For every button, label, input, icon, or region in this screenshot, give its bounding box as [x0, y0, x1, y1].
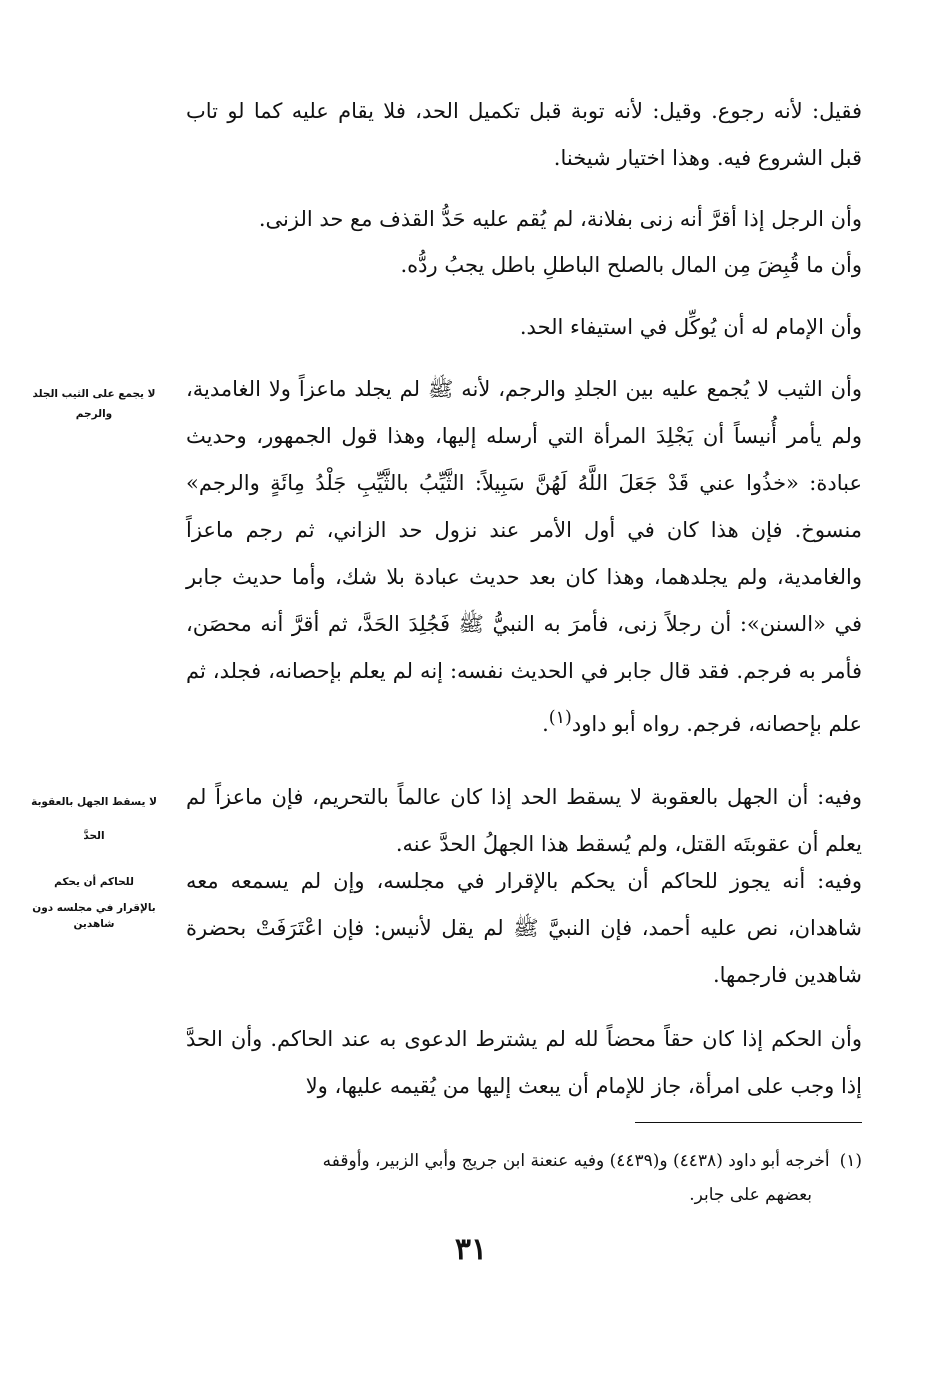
footnote-number: (١) [839, 1151, 862, 1171]
side-note-2-line2: الحدَّ [83, 830, 105, 842]
paragraph-5-end: . [542, 712, 549, 736]
footnote [186, 1144, 862, 1212]
footnote-separator [635, 1122, 862, 1123]
side-note-2 [18, 792, 170, 846]
paragraph-5 [186, 366, 862, 748]
side-note-1-line1: لا يجمع على الثيب الجلد [32, 388, 156, 400]
footnote-text-2: بعضهم على جابر. [689, 1185, 812, 1205]
side-note-1-line2: والرجم [75, 408, 113, 420]
paragraph-6: وفيه: أن الجهل بالعقوبة لا يسقط الحد إذا كان عالماً بالتحريم، فإن ماعزاً لم يعلم أن عقوبتَه القتل، ولم يُسقط هذا الجهلُ الحدَّ عنه. [186, 785, 862, 856]
paragraph-8: وأن الحكم إذا كان حقاً محضاً لله لم يشترط الدعوى به عند الحاكم. وأن الحدَّ إذا وجب على امرأة، جاز للإمام أن يبعث إليها من يُقيمه عليها، ولا [186, 1027, 862, 1098]
paragraph-5-text: وأن الثيب لا يُجمع عليه بين الجلدِ والرجم، لأنه ﷺ لم يجلد ماعزاً ولا الغامدية، ولم يأمر أُنيساً أن يَجْلِدَ المرأة التي أرسله إليها، وهذا قول الجمهور، وحديث عبادة: «خذُوا عني قَدْ جَعَلَ اللَّهُ لَهُنَّ سَبِيلاً: الثَّيِّبُ بالثَّيِّبِ جَلْدُ مِائَةٍ والرجم» منسوخ. فإن هذا كان في أول الأمر عند نزول حد الزاني، ثم رجم ماعزاً والغامدية، ولم يجلدهما، وهذا كان بعد حديث عبادة بلا شك، وأما حديث جابر في «السنن»: أن رجلاً زنى، فأمرَ به النبيُّ ﷺ فَجُلِدَ الحَدَّ، ثم أقرَّ أنه محصَن، فأمر به فرجم. فقد قال جابر في الحديث نفسه: إنه لم يعلم بإحصانه، فجلد، ثم علم بإحصانه، فرجم. رواه أبو داود [186, 377, 862, 736]
page-number: ٣١ [454, 1232, 488, 1267]
side-note-3-line1: للحاكم أن يحكم [54, 876, 134, 888]
paragraph-7: وفيه: أنه يجوز للحاكم أن يحكم بالإقرار في مجلسه، وإن لم يسمعه معه شاهدان، نص عليه أحمد، فإن النبيَّ ﷺ لم يقل لأنيس: فإن اعْتَرَفَتْ بحضرة شاهدين فارجمها. [186, 869, 862, 987]
paragraph-3: وأن ما قُبِضَ مِن المال بالصلح الباطلِ باطل يجبُ ردُّه. [400, 253, 862, 277]
side-note-2-line1: لا يسقط الجهل بالعقوبة [31, 796, 157, 808]
paragraph-2: وأن الرجل إذا أقرَّ أنه زنى بفلانة، لم يُقم عليه حَدُّ القذف مع حد الزنى. [258, 207, 862, 231]
footnote-text: أخرجه أبو داود (٤٤٣٨) و(٤٤٣٩) وفيه عنعنة ابن جريج وأبي الزبير، وأوقفه [322, 1151, 830, 1171]
paragraph-4: وأن الإمام له أن يُوكِّل في استيفاء الحد. [519, 315, 862, 339]
side-note-3-line2: بالإقرار في مجلسه دون شاهدين [32, 902, 156, 930]
side-note-3 [18, 872, 170, 932]
paragraph-1: فقيل: لأنه رجوع. وقيل: لأنه توبة قبل تكميل الحد، فلا يقام عليه كما لو تاب قبل الشروع فيه. وهذا اختيار شيخنا. [186, 99, 862, 170]
footnote-ref: (١) [548, 708, 572, 728]
side-note-1 [18, 384, 170, 424]
